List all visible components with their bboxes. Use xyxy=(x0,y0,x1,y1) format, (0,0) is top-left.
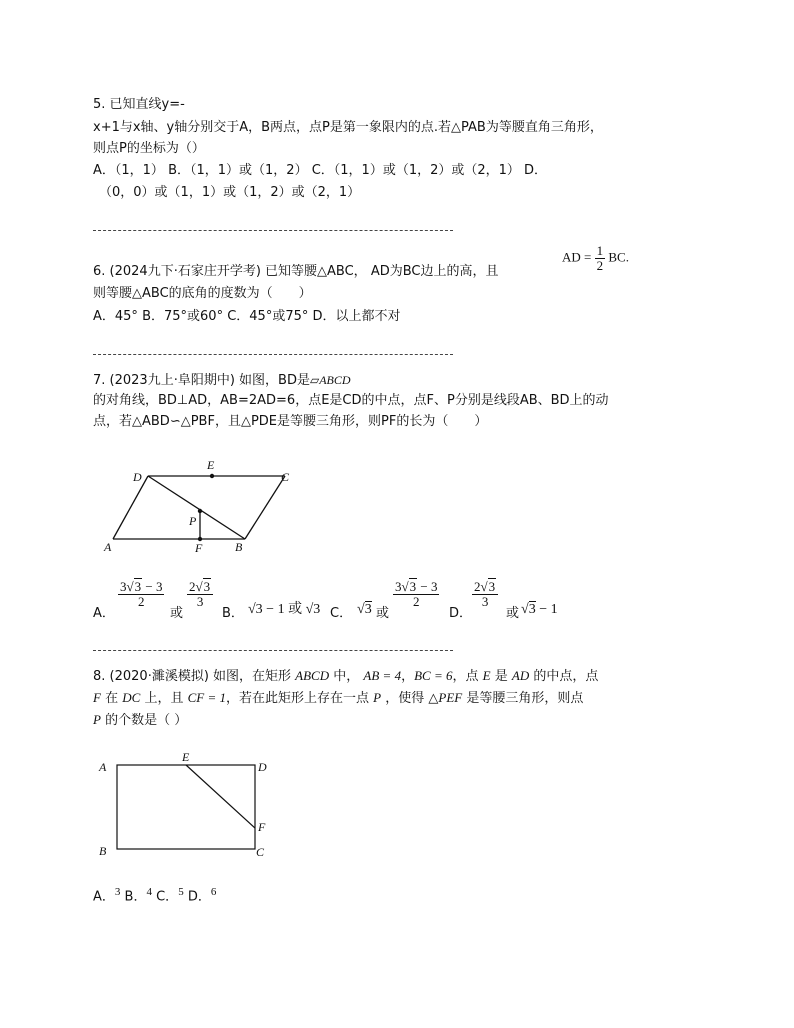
label-B: B xyxy=(99,844,107,858)
q7-option-d-frac: $\frac{2√3}{3}$ xyxy=(472,580,498,609)
q5-options-line1: A．（1，1） B．（1，1）或（1，2） C．（1，1）或（1，2）或（2，1） D． xyxy=(93,163,548,178)
divider xyxy=(93,650,453,651)
q6-formula-right: BC. xyxy=(608,249,629,265)
divider xyxy=(93,230,453,231)
q7-option-c-value: √3 xyxy=(357,602,372,617)
q7-option-b-label: B． xyxy=(222,606,244,621)
label-C: C xyxy=(281,470,290,484)
q6-line2: 则等腰△ABC的底角的度数为（ ） xyxy=(93,286,312,301)
q7-line3: 点，若△ABD∽△PBF，且△PDE是等腰三角形，则PF的长为（ ） xyxy=(93,414,488,429)
label-C: C xyxy=(256,845,265,859)
q7-option-d-value: √3 − 1 xyxy=(521,602,558,617)
q8-line3: P 的个数是（ ） xyxy=(93,712,188,728)
q7-parallelogram-figure xyxy=(93,455,303,560)
q7-line2: 的对角线，BD⊥AD，AB=2AD=6，点E是CD的中点，点F、P分别是线段AB、BD上的动 xyxy=(93,393,609,408)
q8-line2: F 在 DC 上，且 CF = 1，若在此矩形上存在一点 P ，使得 △PEF 是等腰三角形，则点 xyxy=(93,690,584,706)
q6-formula xyxy=(562,244,629,273)
q7-option-d-label: D． xyxy=(449,606,473,621)
q6-options: A．45° B．75°或60° C．45°或75° D．以上都不对 xyxy=(93,309,401,324)
label-B: B xyxy=(235,540,243,554)
q7-line1: 7. (2023九上·阜阳期中) 如图，BD是▱ABCD xyxy=(93,373,351,388)
q7-option-d-or: 或 xyxy=(506,606,520,621)
q7-option-c-label: C． xyxy=(330,606,353,621)
q6-formula-left: AD = xyxy=(562,249,592,265)
label-A: A xyxy=(99,760,107,774)
q7-option-b-value: √3 − 1 或 √3 xyxy=(248,602,321,617)
q8-options: A．$^3$ B．$^4$ C．$^5$ D．$^6$ xyxy=(93,886,217,905)
q7-option-c-or: 或 xyxy=(376,606,390,621)
q6-line1: 6. (2024九下·石家庄开学考) 已知等腰△ABC， AD为BC边上的高，且 xyxy=(93,264,499,279)
label-D: D xyxy=(133,470,142,484)
q7-option-c-frac: $\frac{3√3 - 3}{2}$ xyxy=(395,579,438,609)
divider xyxy=(93,354,453,355)
q8-line1: 8. (2020·濉溪模拟) 如图，在矩形 ABCD 中， AB = 4，BC = 6，点 E 是 AD 的中点，点 xyxy=(93,668,599,684)
q5-options-line2: （0，0）或（1，1）或（1，2）或（2，1） xyxy=(99,185,361,200)
q8-rectangle-figure xyxy=(93,750,283,865)
q7-option-a-label: A． xyxy=(93,606,115,621)
q6-formula-fraction: $\frac{1}{2}$ xyxy=(596,243,604,273)
label-A: A xyxy=(104,540,112,554)
label-D: D xyxy=(258,760,267,774)
q5-line1: 5. 已知直线y=- xyxy=(93,97,185,112)
label-E: E xyxy=(182,750,190,764)
q7-option-a-frac2: $\frac{2√3}{3}$ xyxy=(187,580,213,609)
q5-line3: 则点P的坐标为（） xyxy=(93,141,205,156)
label-F: F xyxy=(195,541,203,555)
q5-line2: x+1与x轴、y轴分别交于A，B两点，点P是第一象限内的点.若△PAB为等腰直角三角形， xyxy=(93,120,603,135)
q7-option-a-or: 或 xyxy=(170,606,184,621)
label-F: F xyxy=(258,820,266,834)
label-E: E xyxy=(207,458,215,472)
label-P: P xyxy=(189,514,197,528)
q7-option-a-frac1: $\frac{3√3 - 3}{2}$ xyxy=(120,579,163,609)
